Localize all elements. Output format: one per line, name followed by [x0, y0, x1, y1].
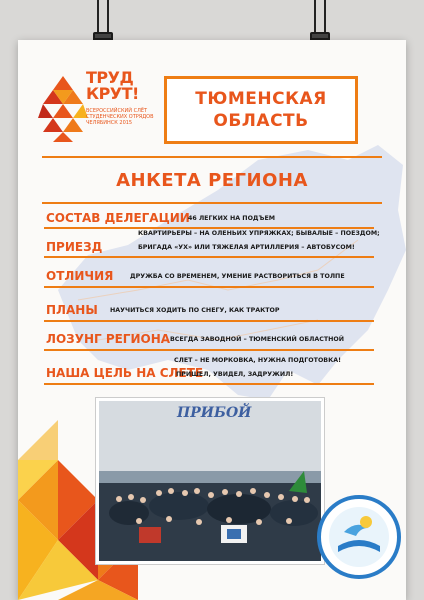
value-slogan-2: СЛЕТ – НЕ МОРКОВКА, НУЖНА ПОДГОТОВКА! — [174, 357, 341, 364]
label-goal: НАША ЦЕЛЬ НА СЛЕТЕ — [46, 366, 204, 380]
poster — [18, 40, 406, 600]
region-name-box — [164, 76, 358, 144]
underline-goal — [44, 383, 374, 385]
value-slogan-1: ВСЕГДА ЗАВОДНОЙ – ТЮМЕНСКИЙ ОБЛАСТНОЙ — [170, 336, 345, 343]
value-arrival-1: КВАРТИРЬЕРЫ – НА ОЛЕНЬИХ УПРЯЖКАХ; БЫВАЛЫЕ – ПОЕЗДОМ; — [138, 230, 380, 237]
divider-top — [42, 156, 382, 158]
underline-delegation — [44, 227, 374, 229]
region-name-line1: ТЮМЕНСКАЯ — [195, 89, 327, 109]
value-differences: ДРУЖБА СО ВРЕМЕНЕМ, УМЕНИЕ РАСТВОРИТЬСЯ В ТОЛПЕ — [130, 273, 345, 280]
value-arrival-2: БРИГАДА «УХ» ИЛИ ТЯЖЕЛАЯ АРТИЛЛЕРИЯ – АВТОБУСОМ! — [138, 244, 355, 251]
label-differences: ОТЛИЧИЯ — [46, 269, 114, 283]
red-triangle-mosaic-logo-icon — [38, 74, 88, 142]
photo-sign-text: ПРИБОЙ — [177, 405, 252, 421]
logo-title-line1: ТРУД — [86, 68, 134, 87]
group-photo-scene — [99, 401, 321, 561]
student-teams-emblem-icon — [316, 494, 402, 580]
underline-differences — [44, 286, 374, 288]
label-slogan: ЛОЗУНГ РЕГИОНА — [46, 332, 171, 346]
underline-slogan — [44, 349, 374, 351]
logo-subtitle: ВСЕРОССИЙСКИЙ СЛЁТ СТУДЕНЧЕСКИХ ОТРЯДОВ ЧЕЛЯБИНСК 2015 — [86, 108, 154, 126]
value-delegation: 46 ЛЕГКИХ НА ПОДЪЕМ — [188, 215, 276, 222]
logo-title — [86, 70, 139, 102]
label-delegation: СОСТАВ ДЕЛЕГАЦИИ — [46, 211, 190, 225]
section-title: АНКЕТА РЕГИОНА — [116, 170, 308, 191]
region-name-line2: ОБЛАСТЬ — [213, 111, 309, 131]
logo-title-line2: КРУТ! — [86, 84, 139, 103]
value-goal: ПРИШЕЛ, УВИДЕЛ, ЗАДРУЖИЛ! — [176, 371, 294, 378]
label-plans: ПЛАНЫ — [46, 303, 98, 317]
truд-krut-logo — [38, 70, 158, 160]
value-plans: НАУЧИТЬСЯ ХОДИТЬ ПО СНЕГУ, КАК ТРАКТОР — [110, 307, 280, 314]
underline-plans — [44, 320, 374, 322]
group-photo — [96, 398, 324, 564]
underline-arrival — [44, 256, 374, 258]
divider-under-title — [42, 202, 382, 204]
label-arrival: ПРИЕЗД — [46, 240, 103, 254]
